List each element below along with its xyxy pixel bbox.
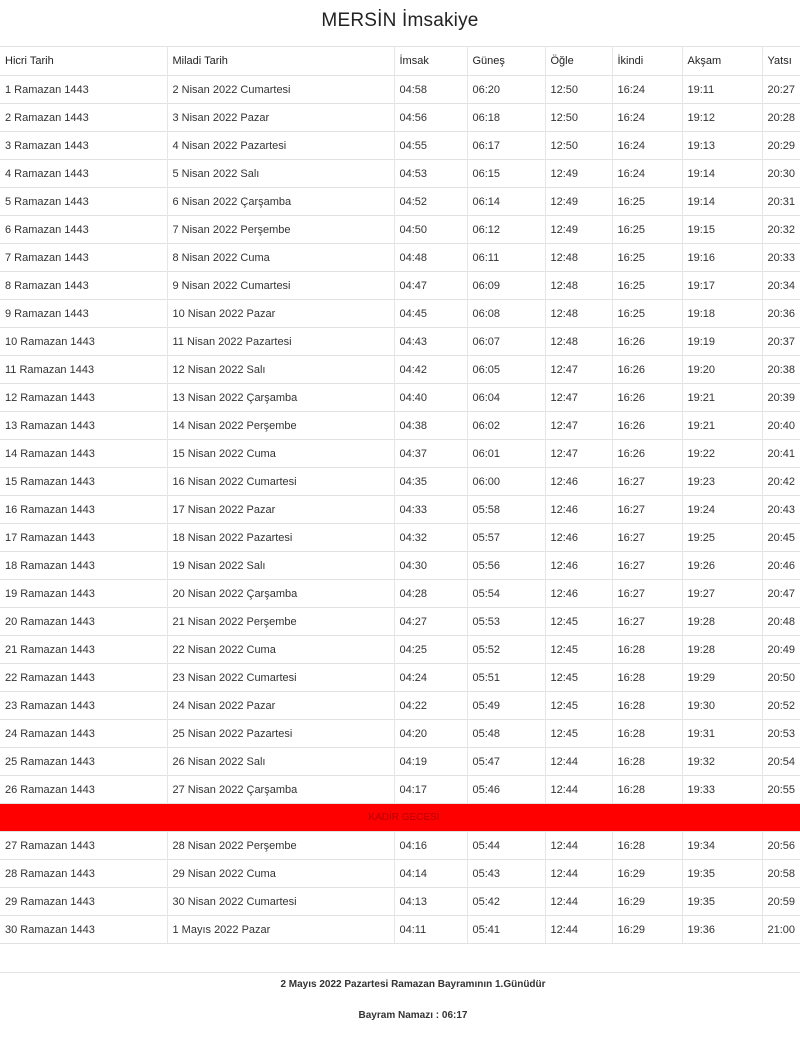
table-cell: 04:37 [394, 440, 467, 468]
table-cell: 04:52 [394, 188, 467, 216]
table-cell: 20:47 [762, 580, 800, 608]
table-row [0, 76, 800, 104]
table-cell: 16:25 [612, 272, 682, 300]
table-cell: 19 Nisan 2022 Salı [167, 552, 394, 580]
table-cell: 19:33 [682, 776, 762, 804]
table-cell: 18 Nisan 2022 Pazartesi [167, 524, 394, 552]
table-cell: 19:23 [682, 468, 762, 496]
table-cell: 20:46 [762, 552, 800, 580]
table-row [0, 384, 800, 412]
table-cell: 15 Ramazan 1443 [0, 468, 167, 496]
table-cell: 5 Nisan 2022 Salı [167, 160, 394, 188]
table-cell: 11 Nisan 2022 Pazartesi [167, 328, 394, 356]
table-row [0, 888, 800, 916]
table-cell: 12:45 [545, 636, 612, 664]
column-header: Güneş [467, 47, 545, 76]
table-cell: 19:17 [682, 272, 762, 300]
table-cell: 04:47 [394, 272, 467, 300]
table-cell: 12:48 [545, 300, 612, 328]
table-cell: 22 Ramazan 1443 [0, 664, 167, 692]
table-cell: 30 Nisan 2022 Cumartesi [167, 888, 394, 916]
table-cell: 04:24 [394, 664, 467, 692]
table-cell: 20:50 [762, 664, 800, 692]
table-cell: 14 Nisan 2022 Perşembe [167, 412, 394, 440]
table-cell: 12:44 [545, 916, 612, 944]
table-row [0, 860, 800, 888]
table-cell: 12:45 [545, 664, 612, 692]
table-cell: 06:17 [467, 132, 545, 160]
table-cell: 04:17 [394, 776, 467, 804]
table-cell: 19:16 [682, 244, 762, 272]
table-cell: 05:53 [467, 608, 545, 636]
table-cell: 19:30 [682, 692, 762, 720]
table-cell: 9 Nisan 2022 Cumartesi [167, 272, 394, 300]
table-cell: 12:49 [545, 216, 612, 244]
table-cell: 12:47 [545, 440, 612, 468]
table-cell: 06:05 [467, 356, 545, 384]
table-row [0, 608, 800, 636]
table-cell: 19:35 [682, 860, 762, 888]
table-cell: 06:07 [467, 328, 545, 356]
table-cell: 20 Ramazan 1443 [0, 608, 167, 636]
table-cell: 28 Nisan 2022 Perşembe [167, 832, 394, 860]
table-cell: 06:00 [467, 468, 545, 496]
table-cell: 12:47 [545, 412, 612, 440]
table-cell: 16:28 [612, 664, 682, 692]
table-cell: 6 Ramazan 1443 [0, 216, 167, 244]
table-cell: 26 Ramazan 1443 [0, 776, 167, 804]
table-cell: 04:22 [394, 692, 467, 720]
table-cell: 3 Ramazan 1443 [0, 132, 167, 160]
table-cell: 05:44 [467, 832, 545, 860]
table-cell: 20:45 [762, 524, 800, 552]
table-cell: 19:28 [682, 608, 762, 636]
imsakiye-table [0, 46, 800, 944]
table-cell: 12:46 [545, 496, 612, 524]
table-row [0, 244, 800, 272]
table-cell: 20:59 [762, 888, 800, 916]
table-cell: 19:35 [682, 888, 762, 916]
table-row [0, 412, 800, 440]
table-row [0, 104, 800, 132]
table-cell: 16:27 [612, 608, 682, 636]
table-cell: 1 Ramazan 1443 [0, 76, 167, 104]
table-row [0, 468, 800, 496]
table-cell: 16:25 [612, 244, 682, 272]
table-cell: 20:32 [762, 216, 800, 244]
table-cell: 12:46 [545, 552, 612, 580]
table-cell: 16:27 [612, 468, 682, 496]
column-header: İmsak [394, 47, 467, 76]
table-cell: 13 Nisan 2022 Çarşamba [167, 384, 394, 412]
table-cell: 16:24 [612, 104, 682, 132]
table-cell: 05:46 [467, 776, 545, 804]
table-cell: 12 Nisan 2022 Salı [167, 356, 394, 384]
table-cell: 20:33 [762, 244, 800, 272]
table-cell: 20:27 [762, 76, 800, 104]
table-cell: 16:27 [612, 552, 682, 580]
table-cell: 20:54 [762, 748, 800, 776]
table-row [0, 160, 800, 188]
table-cell: 05:56 [467, 552, 545, 580]
table-row [0, 664, 800, 692]
table-cell: 12:44 [545, 748, 612, 776]
table-cell: 20:40 [762, 412, 800, 440]
table-cell: 06:20 [467, 76, 545, 104]
table-cell: 12:46 [545, 524, 612, 552]
table-cell: 16:25 [612, 188, 682, 216]
table-cell: 06:04 [467, 384, 545, 412]
table-cell: 29 Nisan 2022 Cuma [167, 860, 394, 888]
table-cell: 20 Nisan 2022 Çarşamba [167, 580, 394, 608]
table-cell: 19:19 [682, 328, 762, 356]
table-cell: 05:47 [467, 748, 545, 776]
table-cell: 06:09 [467, 272, 545, 300]
table-cell: 04:38 [394, 412, 467, 440]
table-cell: 20:56 [762, 832, 800, 860]
kadir-gecesi-banner-row [0, 804, 800, 832]
table-cell: 17 Nisan 2022 Pazar [167, 496, 394, 524]
table-cell: 04:13 [394, 888, 467, 916]
table-cell: 19:29 [682, 664, 762, 692]
table-cell: 16:28 [612, 748, 682, 776]
table-row [0, 496, 800, 524]
table-cell: 05:48 [467, 720, 545, 748]
table-cell: 20:31 [762, 188, 800, 216]
table-cell: 04:33 [394, 496, 467, 524]
table-cell: 19:36 [682, 916, 762, 944]
table-cell: 06:01 [467, 440, 545, 468]
table-row [0, 776, 800, 804]
table-cell: 16:25 [612, 300, 682, 328]
table-cell: 3 Nisan 2022 Pazar [167, 104, 394, 132]
table-cell: 04:56 [394, 104, 467, 132]
table-cell: 04:48 [394, 244, 467, 272]
table-cell: 12:47 [545, 356, 612, 384]
table-cell: 05:58 [467, 496, 545, 524]
column-header: Öğle [545, 47, 612, 76]
table-cell: 05:49 [467, 692, 545, 720]
table-cell: 06:15 [467, 160, 545, 188]
table-cell: 06:14 [467, 188, 545, 216]
table-cell: 19:21 [682, 384, 762, 412]
bayram-note: 2 Mayıs 2022 Pazartesi Ramazan Bayramının 1.Günüdür [280, 979, 546, 990]
table-cell: 05:43 [467, 860, 545, 888]
table-cell: 12:48 [545, 244, 612, 272]
table-row [0, 132, 800, 160]
column-header: Miladi Tarih [167, 47, 394, 76]
footer-divider [0, 972, 800, 973]
table-cell: 26 Nisan 2022 Salı [167, 748, 394, 776]
table-cell: 20:36 [762, 300, 800, 328]
table-cell: 12:50 [545, 104, 612, 132]
table-cell: 04:40 [394, 384, 467, 412]
table-cell: 28 Ramazan 1443 [0, 860, 167, 888]
table-cell: 04:11 [394, 916, 467, 944]
table-cell: 16:26 [612, 412, 682, 440]
table-row [0, 748, 800, 776]
table-cell: 20:49 [762, 636, 800, 664]
table-row [0, 692, 800, 720]
table-cell: 04:53 [394, 160, 467, 188]
table-cell: 16 Ramazan 1443 [0, 496, 167, 524]
table-cell: 19:32 [682, 748, 762, 776]
table-cell: 05:52 [467, 636, 545, 664]
table-cell: 4 Ramazan 1443 [0, 160, 167, 188]
table-cell: 19:11 [682, 76, 762, 104]
table-cell: 9 Ramazan 1443 [0, 300, 167, 328]
table-cell: 19 Ramazan 1443 [0, 580, 167, 608]
table-cell: 16:27 [612, 524, 682, 552]
table-cell: 06:18 [467, 104, 545, 132]
page-title: MERSİN İmsakiye [321, 10, 479, 31]
table-cell: 12:44 [545, 888, 612, 916]
table-cell: 18 Ramazan 1443 [0, 552, 167, 580]
table-cell: 12:46 [545, 468, 612, 496]
table-cell: 20:38 [762, 356, 800, 384]
table-cell: 29 Ramazan 1443 [0, 888, 167, 916]
column-header: Hicri Tarih [0, 47, 167, 76]
table-cell: 25 Ramazan 1443 [0, 748, 167, 776]
table-cell: 04:45 [394, 300, 467, 328]
table-row [0, 552, 800, 580]
table-cell: 06:08 [467, 300, 545, 328]
bayram-namazi: Bayram Namazı : 06:17 [358, 1010, 468, 1021]
table-cell: 23 Ramazan 1443 [0, 692, 167, 720]
column-header: Yatsı [762, 47, 800, 76]
table-cell: 1 Mayıs 2022 Pazar [167, 916, 394, 944]
table-row [0, 300, 800, 328]
table-cell: 05:54 [467, 580, 545, 608]
table-cell: 20:58 [762, 860, 800, 888]
table-cell: 16:28 [612, 832, 682, 860]
table-cell: 12:49 [545, 160, 612, 188]
table-cell: 16:24 [612, 160, 682, 188]
table-cell: 20:42 [762, 468, 800, 496]
table-cell: 04:58 [394, 76, 467, 104]
table-cell: 05:51 [467, 664, 545, 692]
table-cell: 16:27 [612, 580, 682, 608]
table-cell: 16:28 [612, 776, 682, 804]
table-cell: 15 Nisan 2022 Cuma [167, 440, 394, 468]
table-cell: 12:44 [545, 776, 612, 804]
table-cell: 12 Ramazan 1443 [0, 384, 167, 412]
table-cell: 24 Nisan 2022 Pazar [167, 692, 394, 720]
table-cell: 17 Ramazan 1443 [0, 524, 167, 552]
table-cell: 19:14 [682, 188, 762, 216]
table-cell: 7 Nisan 2022 Perşembe [167, 216, 394, 244]
table-cell: 20:48 [762, 608, 800, 636]
table-cell: 04:50 [394, 216, 467, 244]
table-row [0, 580, 800, 608]
table-cell: 20:28 [762, 104, 800, 132]
table-cell: 16:29 [612, 916, 682, 944]
table-cell: 24 Ramazan 1443 [0, 720, 167, 748]
table-row [0, 272, 800, 300]
table-cell: 16:29 [612, 888, 682, 916]
table-cell: 23 Nisan 2022 Cumartesi [167, 664, 394, 692]
table-cell: 12:45 [545, 608, 612, 636]
table-row [0, 720, 800, 748]
table-cell: 05:57 [467, 524, 545, 552]
table-cell: 19:34 [682, 832, 762, 860]
table-cell: 19:15 [682, 216, 762, 244]
table-cell: 12:44 [545, 860, 612, 888]
table-cell: 20:37 [762, 328, 800, 356]
table-cell: 21 Nisan 2022 Perşembe [167, 608, 394, 636]
table-cell: 20:43 [762, 496, 800, 524]
table-cell: 8 Nisan 2022 Cuma [167, 244, 394, 272]
table-cell: 12:45 [545, 692, 612, 720]
table-cell: 20:55 [762, 776, 800, 804]
table-cell: 04:55 [394, 132, 467, 160]
table-cell: 16:26 [612, 384, 682, 412]
table-row [0, 832, 800, 860]
table-row [0, 636, 800, 664]
table-cell: 10 Nisan 2022 Pazar [167, 300, 394, 328]
table-cell: 30 Ramazan 1443 [0, 916, 167, 944]
table-cell: 20:52 [762, 692, 800, 720]
table-cell: 19:20 [682, 356, 762, 384]
table-cell: 19:21 [682, 412, 762, 440]
table-cell: 12:48 [545, 272, 612, 300]
table-cell: 16:27 [612, 496, 682, 524]
table-cell: 25 Nisan 2022 Pazartesi [167, 720, 394, 748]
table-cell: 20:30 [762, 160, 800, 188]
table-cell: 05:42 [467, 888, 545, 916]
table-cell: 04:35 [394, 468, 467, 496]
table-cell: 12:47 [545, 384, 612, 412]
table-cell: 19:28 [682, 636, 762, 664]
table-cell: 04:30 [394, 552, 467, 580]
table-cell: 16:26 [612, 356, 682, 384]
table-cell: 06:02 [467, 412, 545, 440]
table-cell: 22 Nisan 2022 Cuma [167, 636, 394, 664]
table-cell: 12:45 [545, 720, 612, 748]
table-cell: 19:14 [682, 160, 762, 188]
table-cell: 04:16 [394, 832, 467, 860]
table-row [0, 440, 800, 468]
table-cell: 19:26 [682, 552, 762, 580]
table-row [0, 216, 800, 244]
table-cell: 19:31 [682, 720, 762, 748]
table-cell: 19:22 [682, 440, 762, 468]
table-cell: 21:00 [762, 916, 800, 944]
table-cell: 04:42 [394, 356, 467, 384]
table-cell: 5 Ramazan 1443 [0, 188, 167, 216]
table-cell: 04:27 [394, 608, 467, 636]
table-cell: 16:24 [612, 132, 682, 160]
table-cell: 27 Ramazan 1443 [0, 832, 167, 860]
table-cell: 19:12 [682, 104, 762, 132]
table-cell: 2 Ramazan 1443 [0, 104, 167, 132]
table-cell: 04:25 [394, 636, 467, 664]
table-cell: 27 Nisan 2022 Çarşamba [167, 776, 394, 804]
table-cell: 19:18 [682, 300, 762, 328]
table-cell: 2 Nisan 2022 Cumartesi [167, 76, 394, 104]
kadir-gecesi-banner: KADİR GECESİ [0, 804, 800, 832]
table-cell: 12:46 [545, 580, 612, 608]
table-cell: 20:34 [762, 272, 800, 300]
table-cell: 16:26 [612, 328, 682, 356]
table-row [0, 188, 800, 216]
table-cell: 13 Ramazan 1443 [0, 412, 167, 440]
table-cell: 10 Ramazan 1443 [0, 328, 167, 356]
table-cell: 16:26 [612, 440, 682, 468]
table-cell: 06:12 [467, 216, 545, 244]
table-cell: 04:20 [394, 720, 467, 748]
table-cell: 16:24 [612, 76, 682, 104]
table-cell: 12:44 [545, 832, 612, 860]
table-cell: 20:29 [762, 132, 800, 160]
table-cell: 19:27 [682, 580, 762, 608]
table-cell: 6 Nisan 2022 Çarşamba [167, 188, 394, 216]
table-cell: 04:32 [394, 524, 467, 552]
column-header: Akşam [682, 47, 762, 76]
table-cell: 12:49 [545, 188, 612, 216]
table-cell: 16:28 [612, 692, 682, 720]
table-cell: 8 Ramazan 1443 [0, 272, 167, 300]
table-cell: 04:14 [394, 860, 467, 888]
table-cell: 14 Ramazan 1443 [0, 440, 167, 468]
table-cell: 12:50 [545, 76, 612, 104]
table-cell: 19:13 [682, 132, 762, 160]
table-cell: 06:11 [467, 244, 545, 272]
table-cell: 16:28 [612, 636, 682, 664]
table-cell: 12:50 [545, 132, 612, 160]
table-cell: 04:28 [394, 580, 467, 608]
table-cell: 20:39 [762, 384, 800, 412]
table-cell: 4 Nisan 2022 Pazartesi [167, 132, 394, 160]
table-header-row [0, 47, 800, 76]
table-cell: 04:19 [394, 748, 467, 776]
table-cell: 11 Ramazan 1443 [0, 356, 167, 384]
table-cell: 16:29 [612, 860, 682, 888]
table-cell: 04:43 [394, 328, 467, 356]
table-cell: 16 Nisan 2022 Cumartesi [167, 468, 394, 496]
table-cell: 7 Ramazan 1443 [0, 244, 167, 272]
table-cell: 05:41 [467, 916, 545, 944]
table-cell: 20:53 [762, 720, 800, 748]
table-row [0, 328, 800, 356]
table-row [0, 524, 800, 552]
table-row [0, 916, 800, 944]
table-cell: 20:41 [762, 440, 800, 468]
table-cell: 19:25 [682, 524, 762, 552]
table-cell: 19:24 [682, 496, 762, 524]
table-cell: 16:25 [612, 216, 682, 244]
column-header: İkindi [612, 47, 682, 76]
table-cell: 21 Ramazan 1443 [0, 636, 167, 664]
table-cell: 16:28 [612, 720, 682, 748]
table-cell: 12:48 [545, 328, 612, 356]
table-row [0, 356, 800, 384]
